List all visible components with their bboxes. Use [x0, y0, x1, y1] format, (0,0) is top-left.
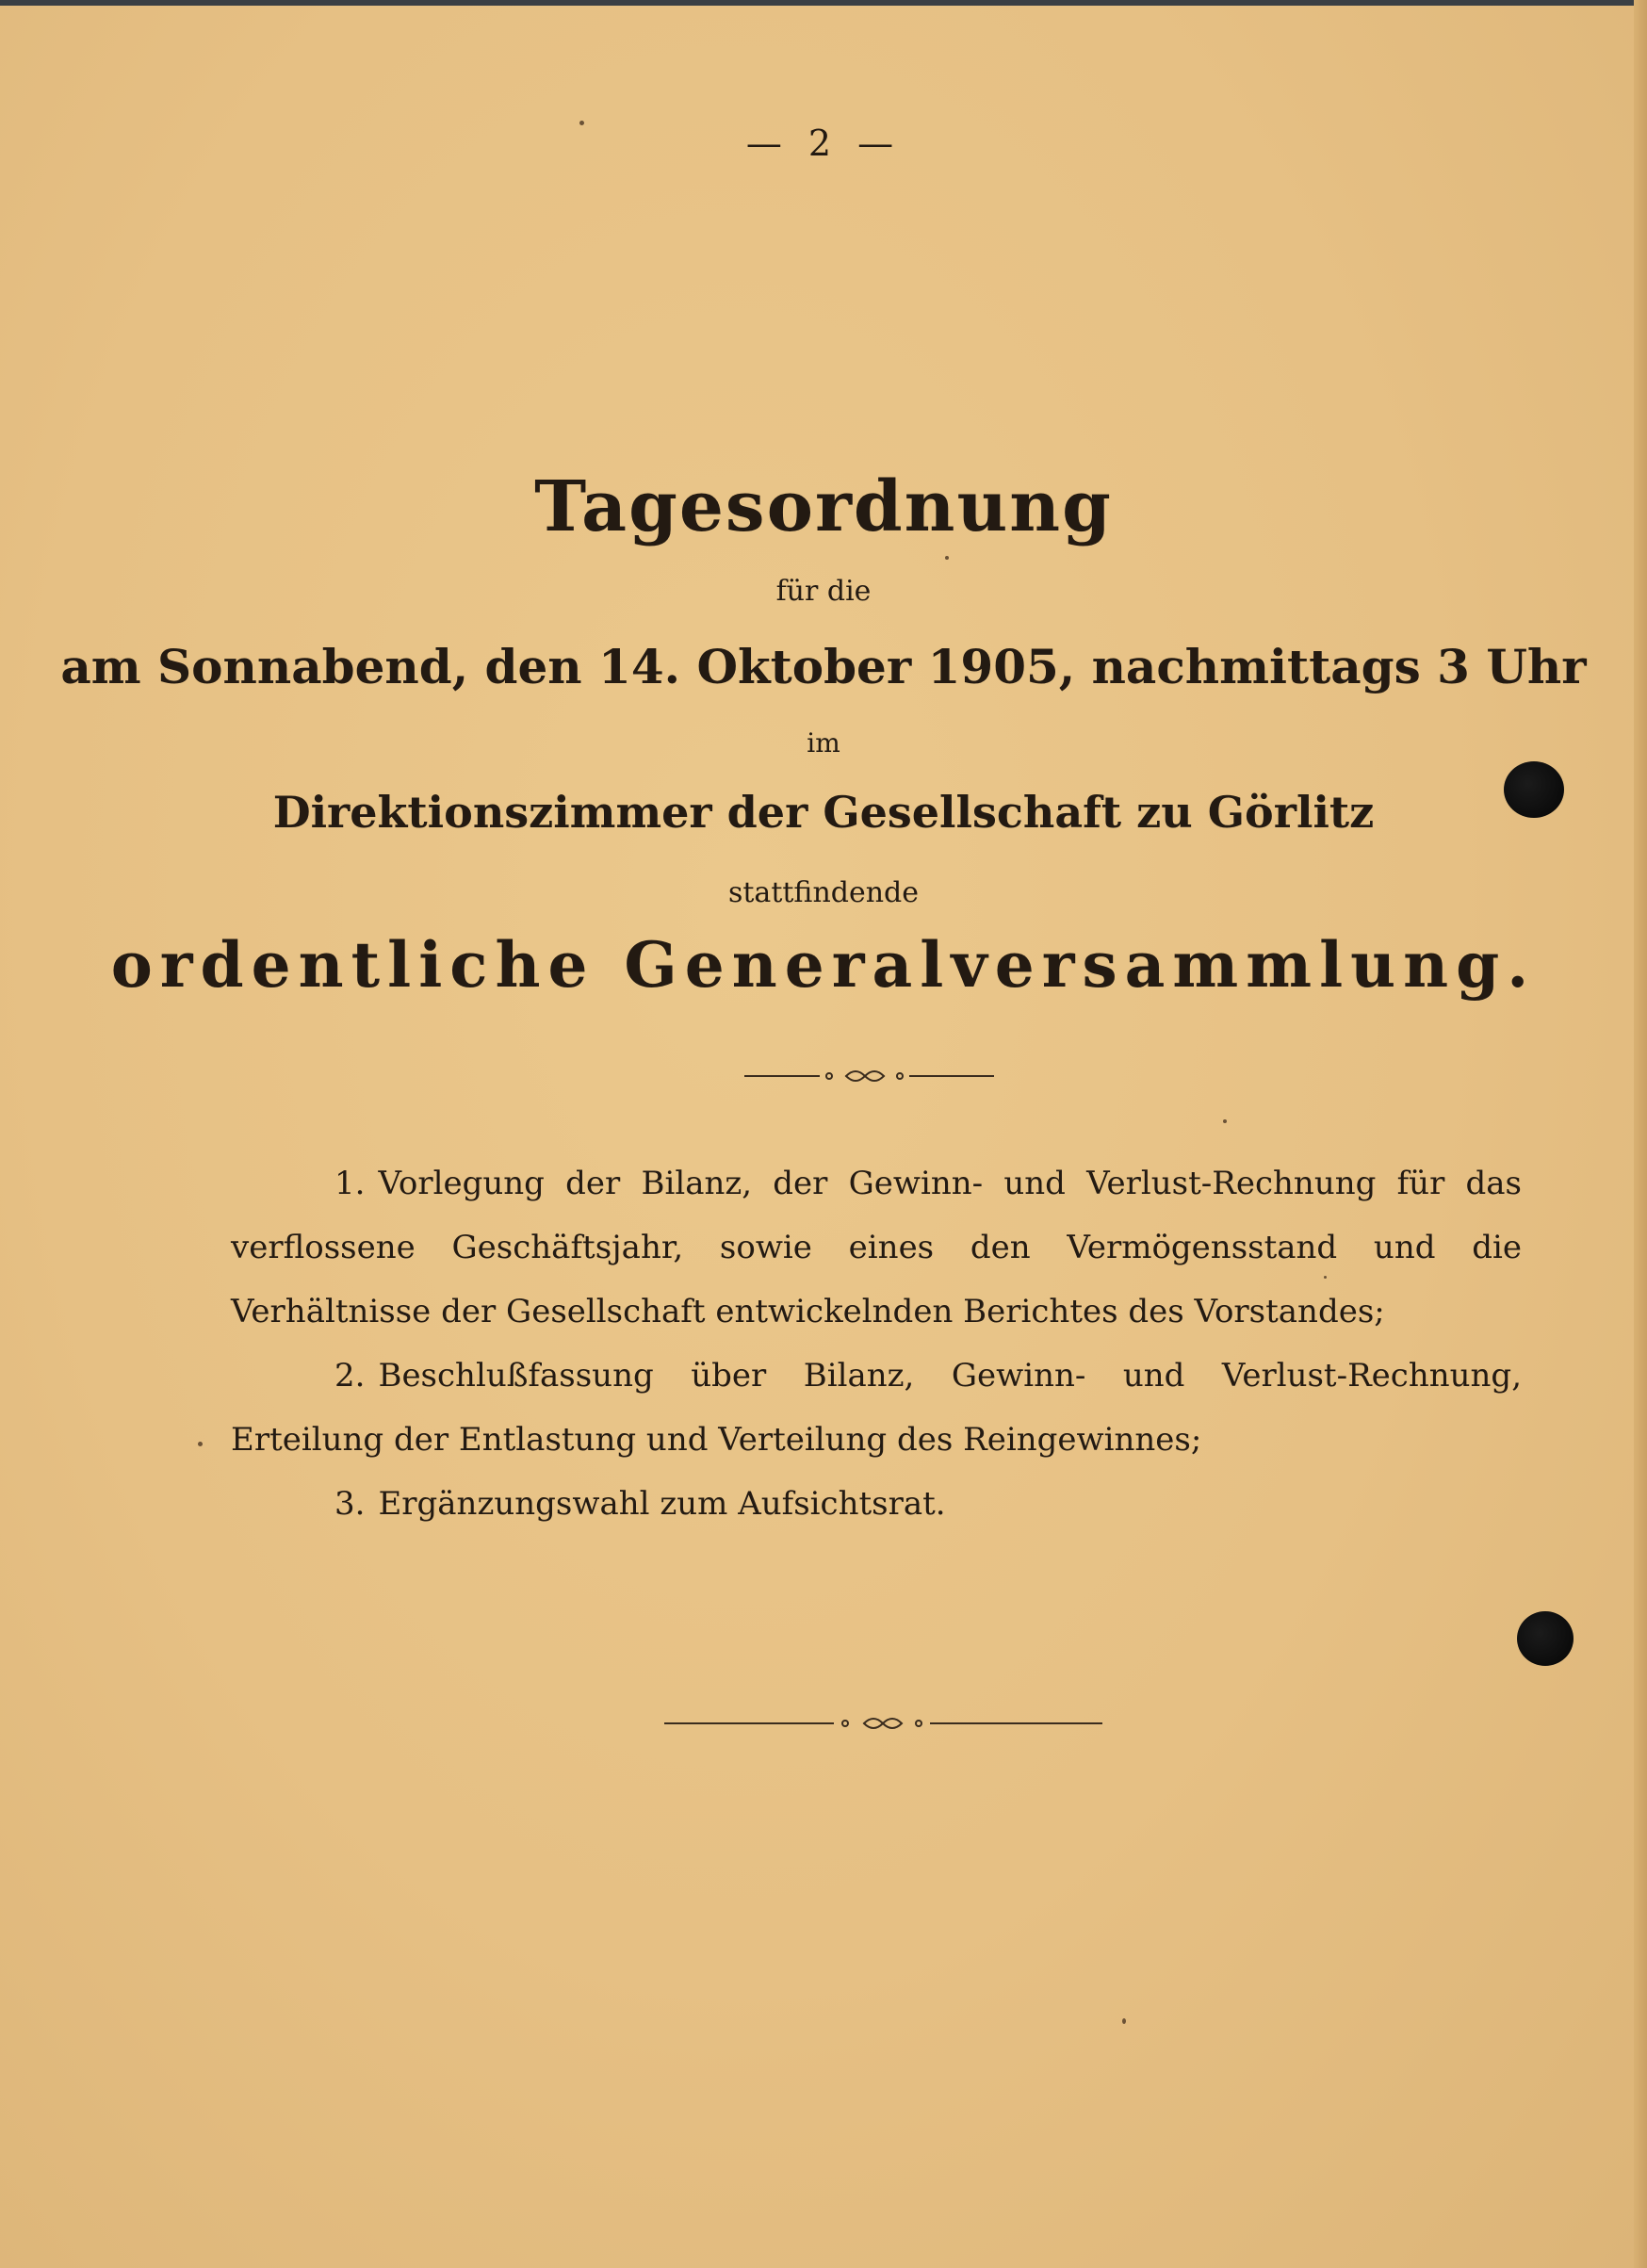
agenda-item-number: 1. [334, 1165, 366, 1202]
subtitle-fuer-die: für die [775, 575, 872, 608]
location-line: Direktionszimmer der Gesellschaft zu Görlitz [272, 787, 1375, 838]
agenda-item-text: Ergänzungswahl zum Aufsichtsrat. [378, 1485, 946, 1523]
punch-hole-lower [1517, 1611, 1574, 1666]
ornament-divider-top [744, 1062, 994, 1090]
page-title: Tagesordnung [534, 466, 1113, 547]
paper-speck [198, 1442, 203, 1446]
ornament-divider-bottom [664, 1709, 1102, 1738]
paper-speck [945, 556, 949, 560]
agenda-item-number: 3. [334, 1485, 366, 1523]
agenda-item [231, 1472, 1522, 1536]
paper-speck [1324, 1276, 1327, 1279]
agenda-item-text: Vorlegung der Bilanz, der Gewinn- und Verlust-Rechnung für das verflossene Geschäftsjahr, sowie eines den Vermögensstand und die Verhältnisse der Gesellschaft entwickelnden Berichtes des Vorstandes; [231, 1165, 1522, 1330]
assembly-line: ordentliche Generalversammlung. [110, 928, 1537, 1002]
page-number: — 2 — [745, 122, 902, 164]
agenda-item [231, 1151, 1522, 1344]
date-line: am Sonnabend, den 14. Oktober 1905, nachmittags 3 Uhr [60, 639, 1587, 694]
agenda-item [231, 1344, 1522, 1472]
page-right-edge [1634, 0, 1647, 2268]
agenda-item-number: 2. [334, 1357, 366, 1395]
page-top-edge [0, 0, 1647, 6]
paper-speck [1122, 2018, 1126, 2024]
agenda-item-text: Beschlußfassung über Bilanz, Gewinn- und Verlust-Rechnung, Erteilung der Entlastung und Verteilung des Reingewinnes; [231, 1357, 1522, 1459]
paper-speck [1223, 1119, 1227, 1123]
punch-hole-upper [1504, 761, 1564, 818]
subtitle-im: im [807, 727, 840, 759]
subtitle-stattfindende: stattfindende [727, 876, 920, 909]
paper-speck [579, 121, 584, 125]
